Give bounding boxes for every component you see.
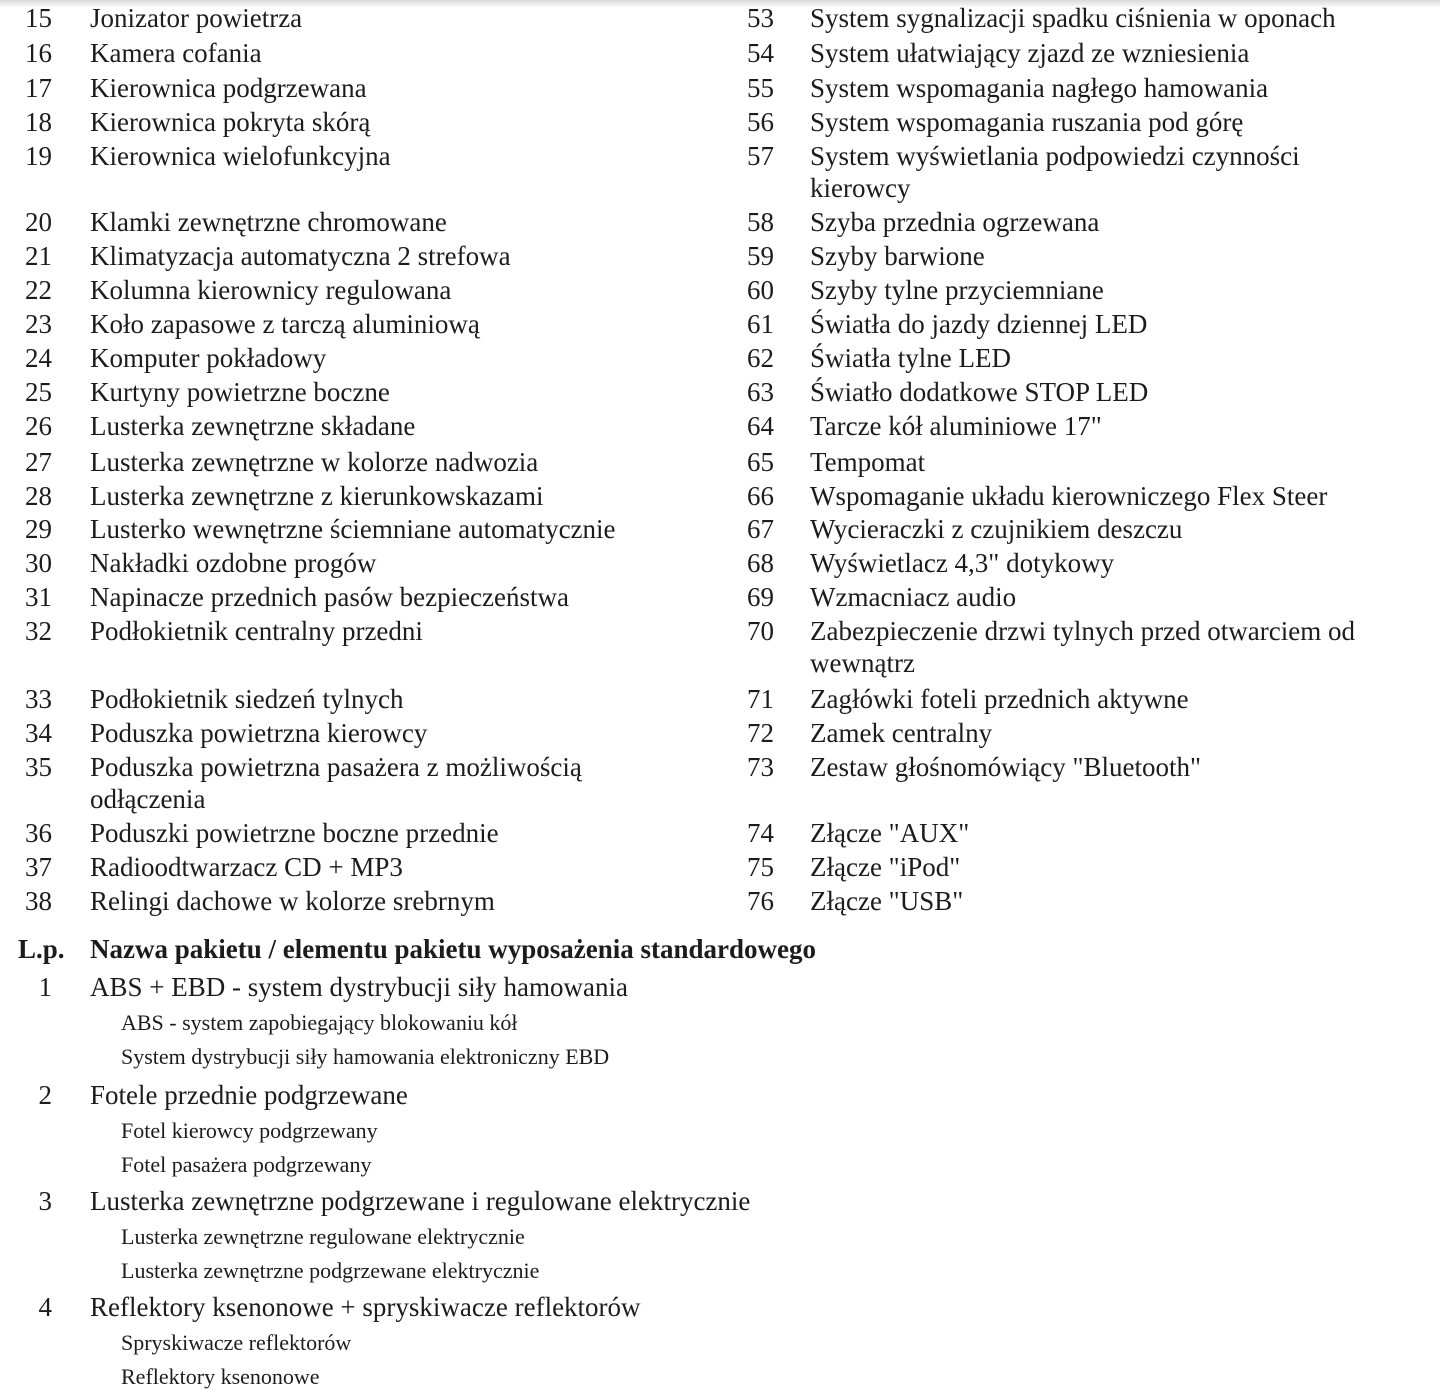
item-number: 66 (747, 481, 774, 511)
item-text: System ułatwiający zjazd ze wzniesienia (810, 38, 1250, 68)
item-number: 64 (747, 411, 774, 441)
item-number: 75 (747, 852, 774, 882)
item-number: 36 (25, 818, 52, 848)
item-text: Lusterka zewnętrzne z kierunkowskazami (90, 481, 544, 511)
item-number: 54 (747, 38, 774, 68)
item-number: 30 (25, 548, 52, 578)
package-name: ABS + EBD - system dystrybucji siły hamowania (90, 972, 628, 1002)
item-number: 37 (25, 852, 52, 882)
item-text: Nakładki ozdobne progów (90, 548, 377, 578)
item-text: Relingi dachowe w kolorze srebrnym (90, 886, 495, 916)
item-number: 63 (747, 377, 774, 407)
item-text: System wspomagania nagłego hamowania (810, 73, 1269, 103)
item-text: Lusterko wewnętrzne ściemniane automatycznie (90, 514, 616, 544)
item-text: Światło dodatkowe STOP LED (810, 377, 1149, 407)
item-number: 35 (25, 752, 52, 782)
item-text: Szyby tylne przyciemniane (810, 275, 1104, 305)
item-text: Kamera cofania (90, 38, 262, 68)
item-text: Radioodtwarzacz CD + MP3 (90, 852, 403, 882)
list-item (0, 140, 720, 204)
list-item (720, 615, 1438, 679)
item-text: Koło zapasowe z tarczą aluminiową (90, 309, 480, 339)
item-text: Szyby barwione (810, 241, 985, 271)
item-number: 53 (747, 3, 774, 33)
item-text: Klamki zewnętrzne chromowane (90, 207, 447, 237)
item-number: 71 (747, 684, 774, 714)
item-number: 61 (747, 309, 774, 339)
package-number: 1 (38, 972, 52, 1002)
item-text: Szyba przednia ogrzewana (810, 207, 1100, 237)
packages-title-header: Nazwa pakietu / elementu pakietu wyposażenia standardowego (90, 934, 817, 964)
item-number: 57 (747, 141, 774, 171)
item-number: 38 (25, 886, 52, 916)
item-number: 24 (25, 343, 52, 373)
item-number: 16 (25, 38, 52, 68)
item-number: 25 (25, 377, 52, 407)
item-text: Podłokietnik centralny przedni (90, 616, 423, 646)
item-text: Wspomaganie układu kierowniczego Flex Steer (810, 481, 1328, 511)
item-text: Światła tylne LED (810, 343, 1011, 373)
item-number: 26 (25, 411, 52, 441)
item-number: 60 (747, 275, 774, 305)
item-text: Kurtyny powietrzne boczne (90, 377, 390, 407)
list-item (720, 751, 1438, 815)
package-subitem: System dystrybucji siły hamowania elektroniczny EBD (121, 1044, 610, 1069)
item-number: 58 (747, 207, 774, 237)
item-number: 18 (25, 107, 52, 137)
item-number: 29 (25, 514, 52, 544)
item-text: System wyświetlania podpowiedzi czynności kierowcy (810, 141, 1300, 203)
item-number: 67 (747, 514, 774, 544)
item-text: Złącze "iPod" (810, 852, 961, 882)
package-name: Reflektory ksenonowe + spryskiwacze reflektorów (90, 1292, 641, 1322)
item-number: 56 (747, 107, 774, 137)
item-number: 31 (25, 582, 52, 612)
package-name: Lusterka zewnętrzne podgrzewane i regulowane elektrycznie (90, 1186, 751, 1216)
item-text: Światła do jazdy dziennej LED (810, 309, 1148, 339)
item-number: 27 (25, 447, 52, 477)
item-text: Tempomat (810, 447, 926, 477)
item-number: 19 (25, 141, 52, 171)
item-text: Zestaw głośnomówiący "Bluetooth" (810, 752, 1201, 782)
item-number: 68 (747, 548, 774, 578)
item-text: Zagłówki foteli przednich aktywne (810, 684, 1189, 714)
item-text: Tarcze kół aluminiowe 17" (810, 411, 1102, 441)
item-text: System sygnalizacji spadku ciśnienia w oponach (810, 3, 1336, 33)
item-text: Lusterka zewnętrzne składane (90, 411, 416, 441)
package-name: Fotele przednie podgrzewane (90, 1080, 408, 1110)
item-number: 59 (747, 241, 774, 271)
item-number: 70 (747, 616, 774, 646)
package-number: 4 (38, 1292, 52, 1322)
item-number: 28 (25, 481, 52, 511)
item-text: Zabezpieczenie drzwi tylnych przed otwarciem od wewnątrz (810, 616, 1355, 678)
package-subitem: Lusterka zewnętrzne regulowane elektrycznie (121, 1224, 525, 1249)
item-number: 17 (25, 73, 52, 103)
item-number: 22 (25, 275, 52, 305)
item-text: Jonizator powietrza (90, 3, 303, 33)
item-number: 15 (25, 3, 52, 33)
item-number: 20 (25, 207, 52, 237)
package-subitem: ABS - system zapobiegający blokowaniu kół (121, 1010, 518, 1035)
item-number: 74 (747, 818, 774, 848)
item-number: 73 (747, 752, 774, 782)
item-number: 32 (25, 616, 52, 646)
item-number: 76 (747, 886, 774, 916)
item-text: Napinacze przednich pasów bezpieczeństwa (90, 582, 569, 612)
item-number: 21 (25, 241, 52, 271)
list-item (720, 885, 1438, 949)
item-text: Klimatyzacja automatyczna 2 strefowa (90, 241, 511, 271)
list-item (0, 615, 720, 679)
list-item (0, 751, 720, 815)
package-subitem: Fotel pasażera podgrzewany (121, 1152, 372, 1177)
item-text: Kierownica podgrzewana (90, 73, 367, 103)
item-text: Komputer pokładowy (90, 343, 327, 373)
item-number: 55 (747, 73, 774, 103)
item-text: Poduszka powietrzna pasażera z możliwością odłączenia (90, 752, 582, 814)
item-text: Poduszki powietrzne boczne przednie (90, 818, 499, 848)
list-item (720, 140, 1438, 204)
item-text: Podłokietnik siedzeń tylnych (90, 684, 404, 714)
item-number: 69 (747, 582, 774, 612)
item-text: Wycieraczki z czujnikiem deszczu (810, 514, 1183, 544)
item-text: Kierownica wielofunkcyjna (90, 141, 391, 171)
item-text: Kolumna kierownicy regulowana (90, 275, 452, 305)
item-text: Wyświetlacz 4,3" dotykowy (810, 548, 1115, 578)
package-subitem: Fotel kierowcy podgrzewany (121, 1118, 378, 1143)
item-text: Zamek centralny (810, 718, 993, 748)
package-subitem: Lusterka zewnętrzne podgrzewane elektrycznie (121, 1258, 540, 1283)
item-text: Kierownica pokryta skórą (90, 107, 371, 137)
item-text: Złącze "USB" (810, 886, 964, 916)
package-subitem: Spryskiwacze reflektorów (121, 1330, 352, 1355)
item-text: Wzmacniacz audio (810, 582, 1017, 612)
package-number: 3 (38, 1186, 52, 1216)
item-number: 72 (747, 718, 774, 748)
item-number: 65 (747, 447, 774, 477)
item-number: 62 (747, 343, 774, 373)
item-number: 34 (25, 718, 52, 748)
item-number: 33 (25, 684, 52, 714)
package-subitem: Reflektory ksenonowe (121, 1364, 320, 1389)
item-text: System wspomagania ruszania pod górę (810, 107, 1244, 137)
package-number: 2 (38, 1080, 52, 1110)
packages-lp-header: L.p. (18, 934, 65, 964)
item-text: Lusterka zewnętrzne w kolorze nadwozia (90, 447, 539, 477)
item-text: Poduszka powietrzna kierowcy (90, 718, 428, 748)
item-text: Złącze "AUX" (810, 818, 970, 848)
item-number: 23 (25, 309, 52, 339)
